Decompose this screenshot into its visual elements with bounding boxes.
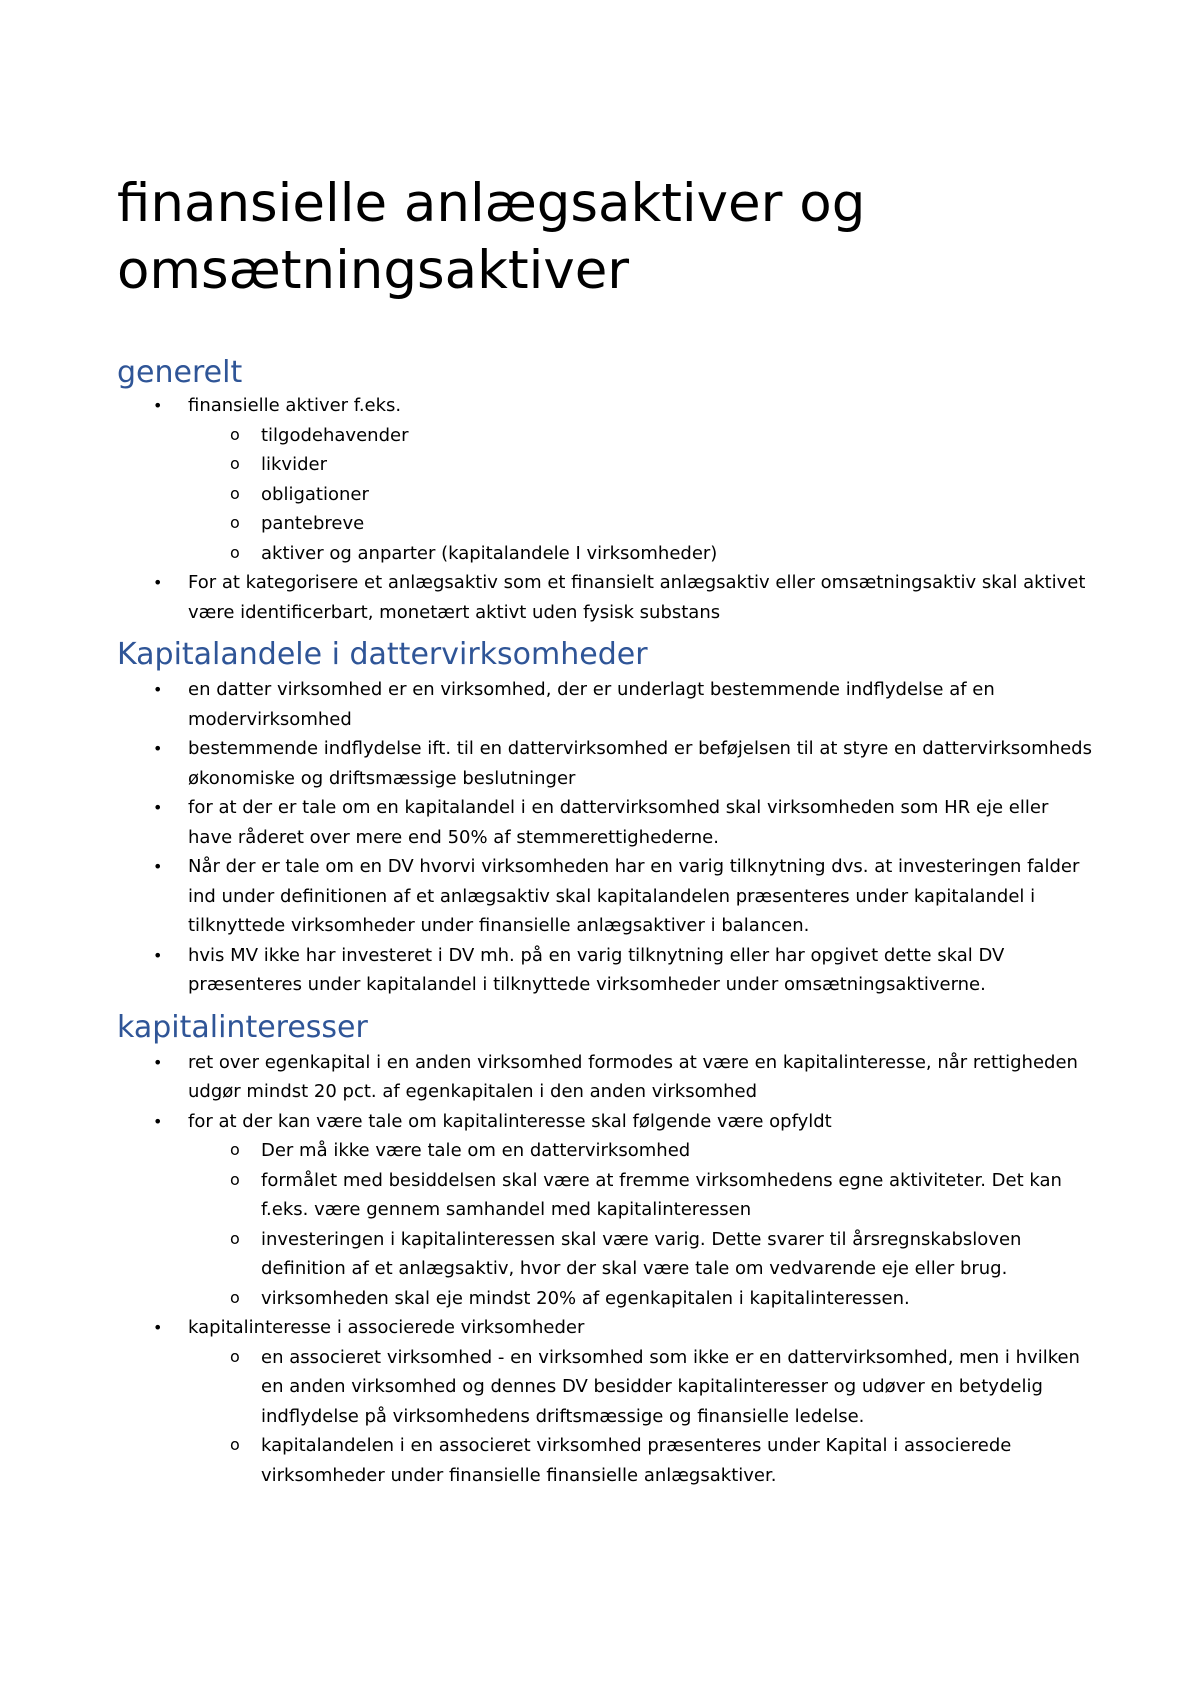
sub-list-item-text: formålet med besiddelsen skal være at fremme virksomhedens egne aktiviteter. Det kan f.eks. være gennem samhandel med kapitalinteressen	[261, 1169, 1062, 1220]
bullet-icon: •	[153, 1318, 163, 1337]
sub-list	[188, 421, 1097, 569]
circle-bullet-icon: o	[230, 1228, 240, 1248]
bullet-icon: •	[153, 739, 163, 758]
list-item	[117, 1313, 1097, 1490]
circle-bullet-icon: o	[230, 1140, 240, 1159]
document-body	[117, 355, 1097, 1490]
sub-list-item-text: tilgodehavender	[261, 424, 409, 446]
list-item-text: hvis MV ikke har investeret i DV mh. på en varig tilknytning eller har opgivet dette skal DV præsenteres under kapitalandel i tilknyttede virksomheder under omsætningsaktiverne.	[188, 944, 1005, 995]
section-kapitalinteresser	[117, 1010, 1097, 1491]
sub-list	[188, 1343, 1097, 1491]
sub-list-item-text: obligationer	[261, 483, 369, 505]
page-title: finansielle anlægsaktiver og omsætningsaktiver	[117, 173, 866, 301]
list-item	[117, 1048, 1097, 1107]
bullet-list	[117, 1048, 1097, 1491]
bullet-list	[117, 391, 1097, 627]
bullet-icon: •	[153, 1052, 163, 1072]
sub-list-item	[188, 1284, 1097, 1314]
list-item-text: For at kategorisere et anlægsaktiv som et finansielt anlægsaktiv eller omsætningsaktiv skal aktivet være identificerbart, monetært aktivt uden fysisk substans	[188, 572, 1086, 623]
sub-list-item	[188, 421, 1097, 451]
list-item	[117, 568, 1097, 627]
section-heading: Kapitalandele i dattervirksomheder	[117, 637, 648, 672]
section-generelt	[117, 355, 1097, 627]
list-item-text: for at der er tale om en kapitalandel i en dattervirksomhed skal virksomheden som HR eje eller have råderet over mere end 50% af stemmerettighederne.	[188, 797, 1049, 848]
bullet-icon: •	[153, 396, 163, 415]
bullet-icon: •	[153, 798, 163, 817]
sub-list-item-text: pantebreve	[261, 513, 365, 534]
circle-bullet-icon: o	[230, 454, 240, 473]
list-item	[117, 941, 1097, 1000]
list-item-text: kapitalinteresse i associerede virksomheder	[188, 1317, 585, 1338]
circle-bullet-icon: o	[230, 542, 240, 562]
sub-list-item-text: kapitalandelen i en associeret virksomhed præsenteres under Kapital i associerede virksomheder under finansielle finansielle anlægsaktiver.	[261, 1435, 1012, 1486]
sub-list-item	[188, 450, 1097, 480]
circle-bullet-icon: o	[230, 483, 240, 503]
list-item	[117, 852, 1097, 941]
circle-bullet-icon: o	[230, 424, 240, 444]
sub-list-item	[188, 509, 1097, 539]
bullet-icon: •	[153, 1111, 163, 1131]
sub-list-item	[188, 480, 1097, 510]
sub-list-item	[188, 539, 1097, 569]
sub-list-item	[188, 1431, 1097, 1490]
bullet-icon: •	[153, 945, 163, 965]
circle-bullet-icon: o	[230, 1287, 240, 1307]
sub-list-item-text: aktiver og anparter (kapitalandele I virksomheder)	[261, 542, 718, 564]
list-item	[117, 793, 1097, 852]
sub-list-item-text: investeringen i kapitalinteressen skal være varig. Dette svarer til årsregnskabsloven definition af et anlægsaktiv, hvor der skal være tale om vedvarende eje eller brug.	[261, 1228, 1022, 1279]
list-item-text: en datter virksomhed er en virksomhed, der er underlagt bestemmende indflydelse af en modervirksomhed	[188, 679, 995, 730]
list-item	[117, 1107, 1097, 1314]
bullet-list	[117, 675, 1097, 1000]
sub-list-item	[188, 1136, 1097, 1166]
sub-list-item	[188, 1343, 1097, 1432]
list-item-text: ret over egenkapital i en anden virksomhed formodes at være en kapitalinteresse, når rettigheden udgør mindst 20 pct. af egenkapitalen i den anden virksomhed	[188, 1051, 1078, 1102]
sub-list-item-text: likvider	[261, 454, 327, 475]
section-heading: generelt	[117, 355, 243, 390]
sub-list-item	[188, 1166, 1097, 1225]
bullet-icon: •	[153, 680, 163, 699]
sub-list-item	[188, 1225, 1097, 1284]
list-item-text: Når der er tale om en DV hvorvi virksomheden har en varig tilknytning dvs. at investeringen falder ind under definitionen af et anlægsaktiv skal kapitalandelen præsenteres under kapitalandel i tilknyttede virksomheder under finansielle anlægsaktiver i balancen.	[188, 856, 1080, 936]
list-item-text: for at der kan være tale om kapitalinteresse skal følgende være opfyldt	[188, 1110, 832, 1132]
circle-bullet-icon: o	[230, 1346, 240, 1366]
circle-bullet-icon: o	[230, 1169, 240, 1189]
circle-bullet-icon: o	[230, 513, 240, 532]
sub-list-item-text: en associeret virksomhed - en virksomhed som ikke er en dattervirksomhed, men i hvilken en anden virksomhed og dennes DV besidder kapitalinteresser og udøver en betydelig indflydelse på virksomhedens driftsmæssige og finansielle ledelse.	[261, 1346, 1080, 1427]
list-item	[117, 391, 1097, 568]
sub-list-item-text: Der må ikke være tale om en dattervirksomhed	[261, 1140, 691, 1161]
sub-list	[188, 1136, 1097, 1313]
list-item-text: finansielle aktiver f.eks.	[188, 395, 402, 416]
bullet-icon: •	[153, 857, 163, 876]
bullet-icon: •	[153, 573, 163, 592]
list-item	[117, 675, 1097, 734]
section-kapitalandele	[117, 637, 1097, 1000]
sub-list-item-text: virksomheden skal eje mindst 20% af egenkapitalen i kapitalinteressen.	[261, 1287, 910, 1309]
list-item	[117, 734, 1097, 793]
list-item-text: bestemmende indflydelse ift. til en dattervirksomhed er beføjelsen til at styre en dattervirksomheds økonomiske og driftsmæssige beslutninger	[188, 738, 1092, 789]
section-heading: kapitalinteresser	[117, 1009, 368, 1045]
circle-bullet-icon: o	[230, 1435, 240, 1454]
